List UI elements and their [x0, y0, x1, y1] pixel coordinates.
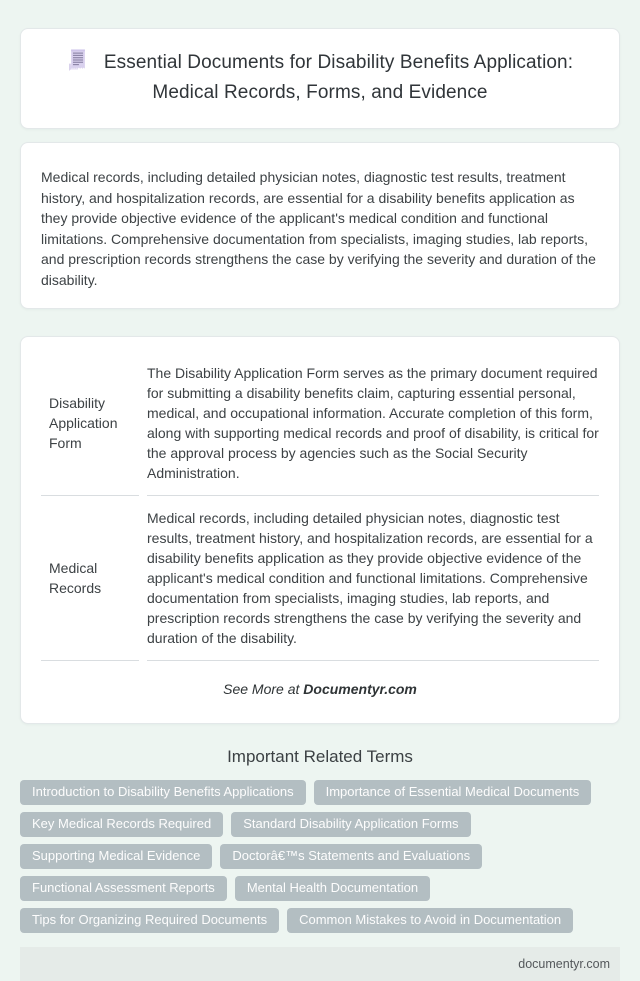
- term-description: The Disability Application Form serves as the primary document required for submitting a disability benefits claim, capturing essential personal, medical, and occupational information. Accurate completion of this form, along with supporting medical records and proof of disability, is critical for the approval process by agencies such as the Social Security Administration.: [147, 351, 599, 496]
- tag-mental-health-documentation[interactable]: Mental Health Documentation: [235, 876, 430, 901]
- footer-bar: [20, 947, 620, 981]
- footer-site-label: documentyr.com: [518, 957, 610, 971]
- table-row: [41, 351, 599, 496]
- tag-introduction-to-disability-benefits-applications[interactable]: Introduction to Disability Benefits Applications: [20, 780, 306, 805]
- see-more-line: [33, 681, 607, 697]
- intro-card: [20, 142, 620, 309]
- receipt-icon: [67, 48, 89, 72]
- page-title-text: Essential Documents for Disability Benefits Application: Medical Records, Forms, and Evidence: [103, 52, 574, 103]
- tag-key-medical-records-required[interactable]: Key Medical Records Required: [20, 812, 223, 837]
- related-terms-tags: [20, 780, 620, 933]
- term-description: Medical records, including detailed physician notes, diagnostic test results, treatment history, and hospitalization records, are essential for a disability benefits application as they provide objective evidence of the applicant's medical condition and functional limitations. Comprehensive documentation from specialists, imaging studies, lab reports, and prescription records strengthens the case by verifying the severity and duration of the disability.: [147, 496, 599, 661]
- table-row: [41, 496, 599, 661]
- header-card: [20, 28, 620, 129]
- intro-paragraph: Medical records, including detailed physician notes, diagnostic test results, treatment history, and hospitalization records, are essential for a disability benefits application as they provide objective evidence of the applicant's medical condition and functional limitations. Comprehensive documentation from specialists, imaging studies, lab reports, and prescription records strengthens the case by verifying the severity and duration of the disability.: [41, 169, 596, 288]
- tag-standard-disability-application-forms[interactable]: Standard Disability Application Forms: [231, 812, 470, 837]
- tag-functional-assessment-reports[interactable]: Functional Assessment Reports: [20, 876, 227, 901]
- tag-importance-of-essential-medical-documents[interactable]: Importance of Essential Medical Documents: [314, 780, 592, 805]
- tag-doctors-statements-and-evaluations[interactable]: Doctorâ€™s Statements and Evaluations: [220, 844, 482, 869]
- tag-supporting-medical-evidence[interactable]: Supporting Medical Evidence: [20, 844, 212, 869]
- term-label: Disability Application Form: [41, 351, 139, 496]
- terms-table-card: [20, 336, 620, 724]
- see-more-site: Documentyr.com: [303, 681, 417, 697]
- related-terms-heading: Important Related Terms: [227, 747, 413, 766]
- tag-tips-for-organizing-required-documents[interactable]: Tips for Organizing Required Documents: [20, 908, 279, 933]
- see-more-prefix: See More at: [223, 681, 304, 697]
- term-label: Medical Records: [41, 496, 139, 661]
- tag-common-mistakes-to-avoid-in-documentation[interactable]: Common Mistakes to Avoid in Documentation: [287, 908, 573, 933]
- terms-table: [33, 351, 607, 661]
- page-title: [47, 48, 593, 108]
